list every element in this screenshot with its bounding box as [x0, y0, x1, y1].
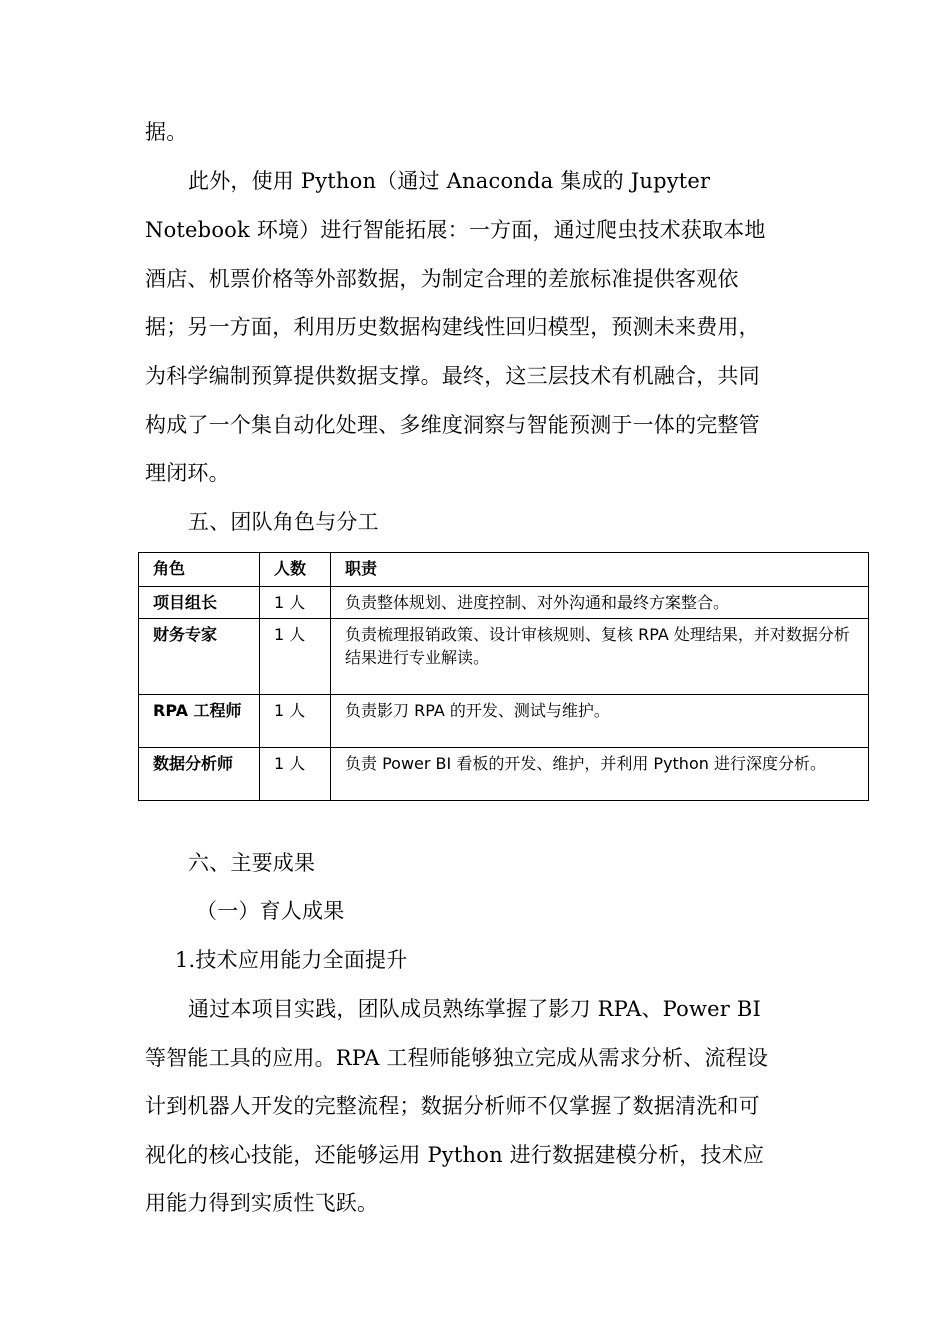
header-count: 人数 [260, 553, 331, 587]
table-row [139, 587, 869, 619]
role-cell: 数据分析师 [139, 748, 260, 801]
count-cell: 1 人 [260, 748, 331, 801]
table-row [139, 748, 869, 801]
paragraph-line: 通过本项目实践，团队成员熟练掌握了影刀 RPA、Power BI [188, 997, 762, 1021]
subsection-heading-education-results: （一）育人成果 [196, 899, 345, 923]
table-header-row [139, 553, 869, 587]
paragraph-line: 据；另一方面，利用历史数据构建线性回归模型，预测未来费用， [145, 315, 760, 339]
paragraph-line: 计到机器人开发的完整流程；数据分析师不仅掌握了数据清洗和可 [145, 1094, 760, 1118]
paragraph-line: 等智能工具的应用。RPA 工程师能够独立完成从需求分析、流程设 [145, 1046, 769, 1070]
paragraph-line: 视化的核心技能，还能够运用 Python 进行数据建模分析，技术应 [145, 1143, 765, 1167]
role-cell: RPA 工程师 [139, 695, 260, 748]
paragraph-line: 理闭环。 [145, 461, 230, 485]
header-duty: 职责 [331, 553, 869, 587]
table-row [139, 695, 869, 748]
paragraph-line: Notebook 环境）进行智能拓展：一方面，通过爬虫技术获取本地 [145, 218, 766, 242]
section-heading-main-results: 六、主要成果 [188, 851, 316, 875]
section-heading-team-roles: 五、团队角色与分工 [188, 510, 379, 534]
count-cell: 1 人 [260, 587, 331, 619]
paragraph-line: 构成了一个集自动化处理、多维度洞察与智能预测于一体的完整管 [145, 413, 760, 437]
paragraph-line: 据。 [145, 120, 188, 144]
item-heading-tech-ability: 1.技术应用能力全面提升 [175, 948, 408, 972]
paragraph-line: 用能力得到实质性飞跃。 [145, 1191, 379, 1215]
duty-cell: 负责梳理报销政策、设计审核规则、复核 RPA 处理结果，并对数据分析结果进行专业解读。 [331, 619, 869, 695]
count-cell: 1 人 [260, 695, 331, 748]
role-cell: 项目组长 [139, 587, 260, 619]
header-role: 角色 [139, 553, 260, 587]
duty-cell: 负责整体规划、进度控制、对外沟通和最终方案整合。 [331, 587, 869, 619]
duty-cell: 负责 Power BI 看板的开发、维护，并利用 Python 进行深度分析。 [331, 748, 869, 801]
duty-cell: 负责影刀 RPA 的开发、测试与维护。 [331, 695, 869, 748]
role-cell: 财务专家 [139, 619, 260, 695]
count-cell: 1 人 [260, 619, 331, 695]
team-roles-table [138, 552, 869, 801]
paragraph-line: 为科学编制预算提供数据支撑。最终，这三层技术有机融合，共同 [145, 364, 760, 388]
paragraph-line: 此外，使用 Python（通过 Anaconda 集成的 Jupyter [188, 169, 711, 193]
paragraph-line: 酒店、机票价格等外部数据，为制定合理的差旅标准提供客观依 [145, 267, 739, 291]
table-row [139, 619, 869, 695]
